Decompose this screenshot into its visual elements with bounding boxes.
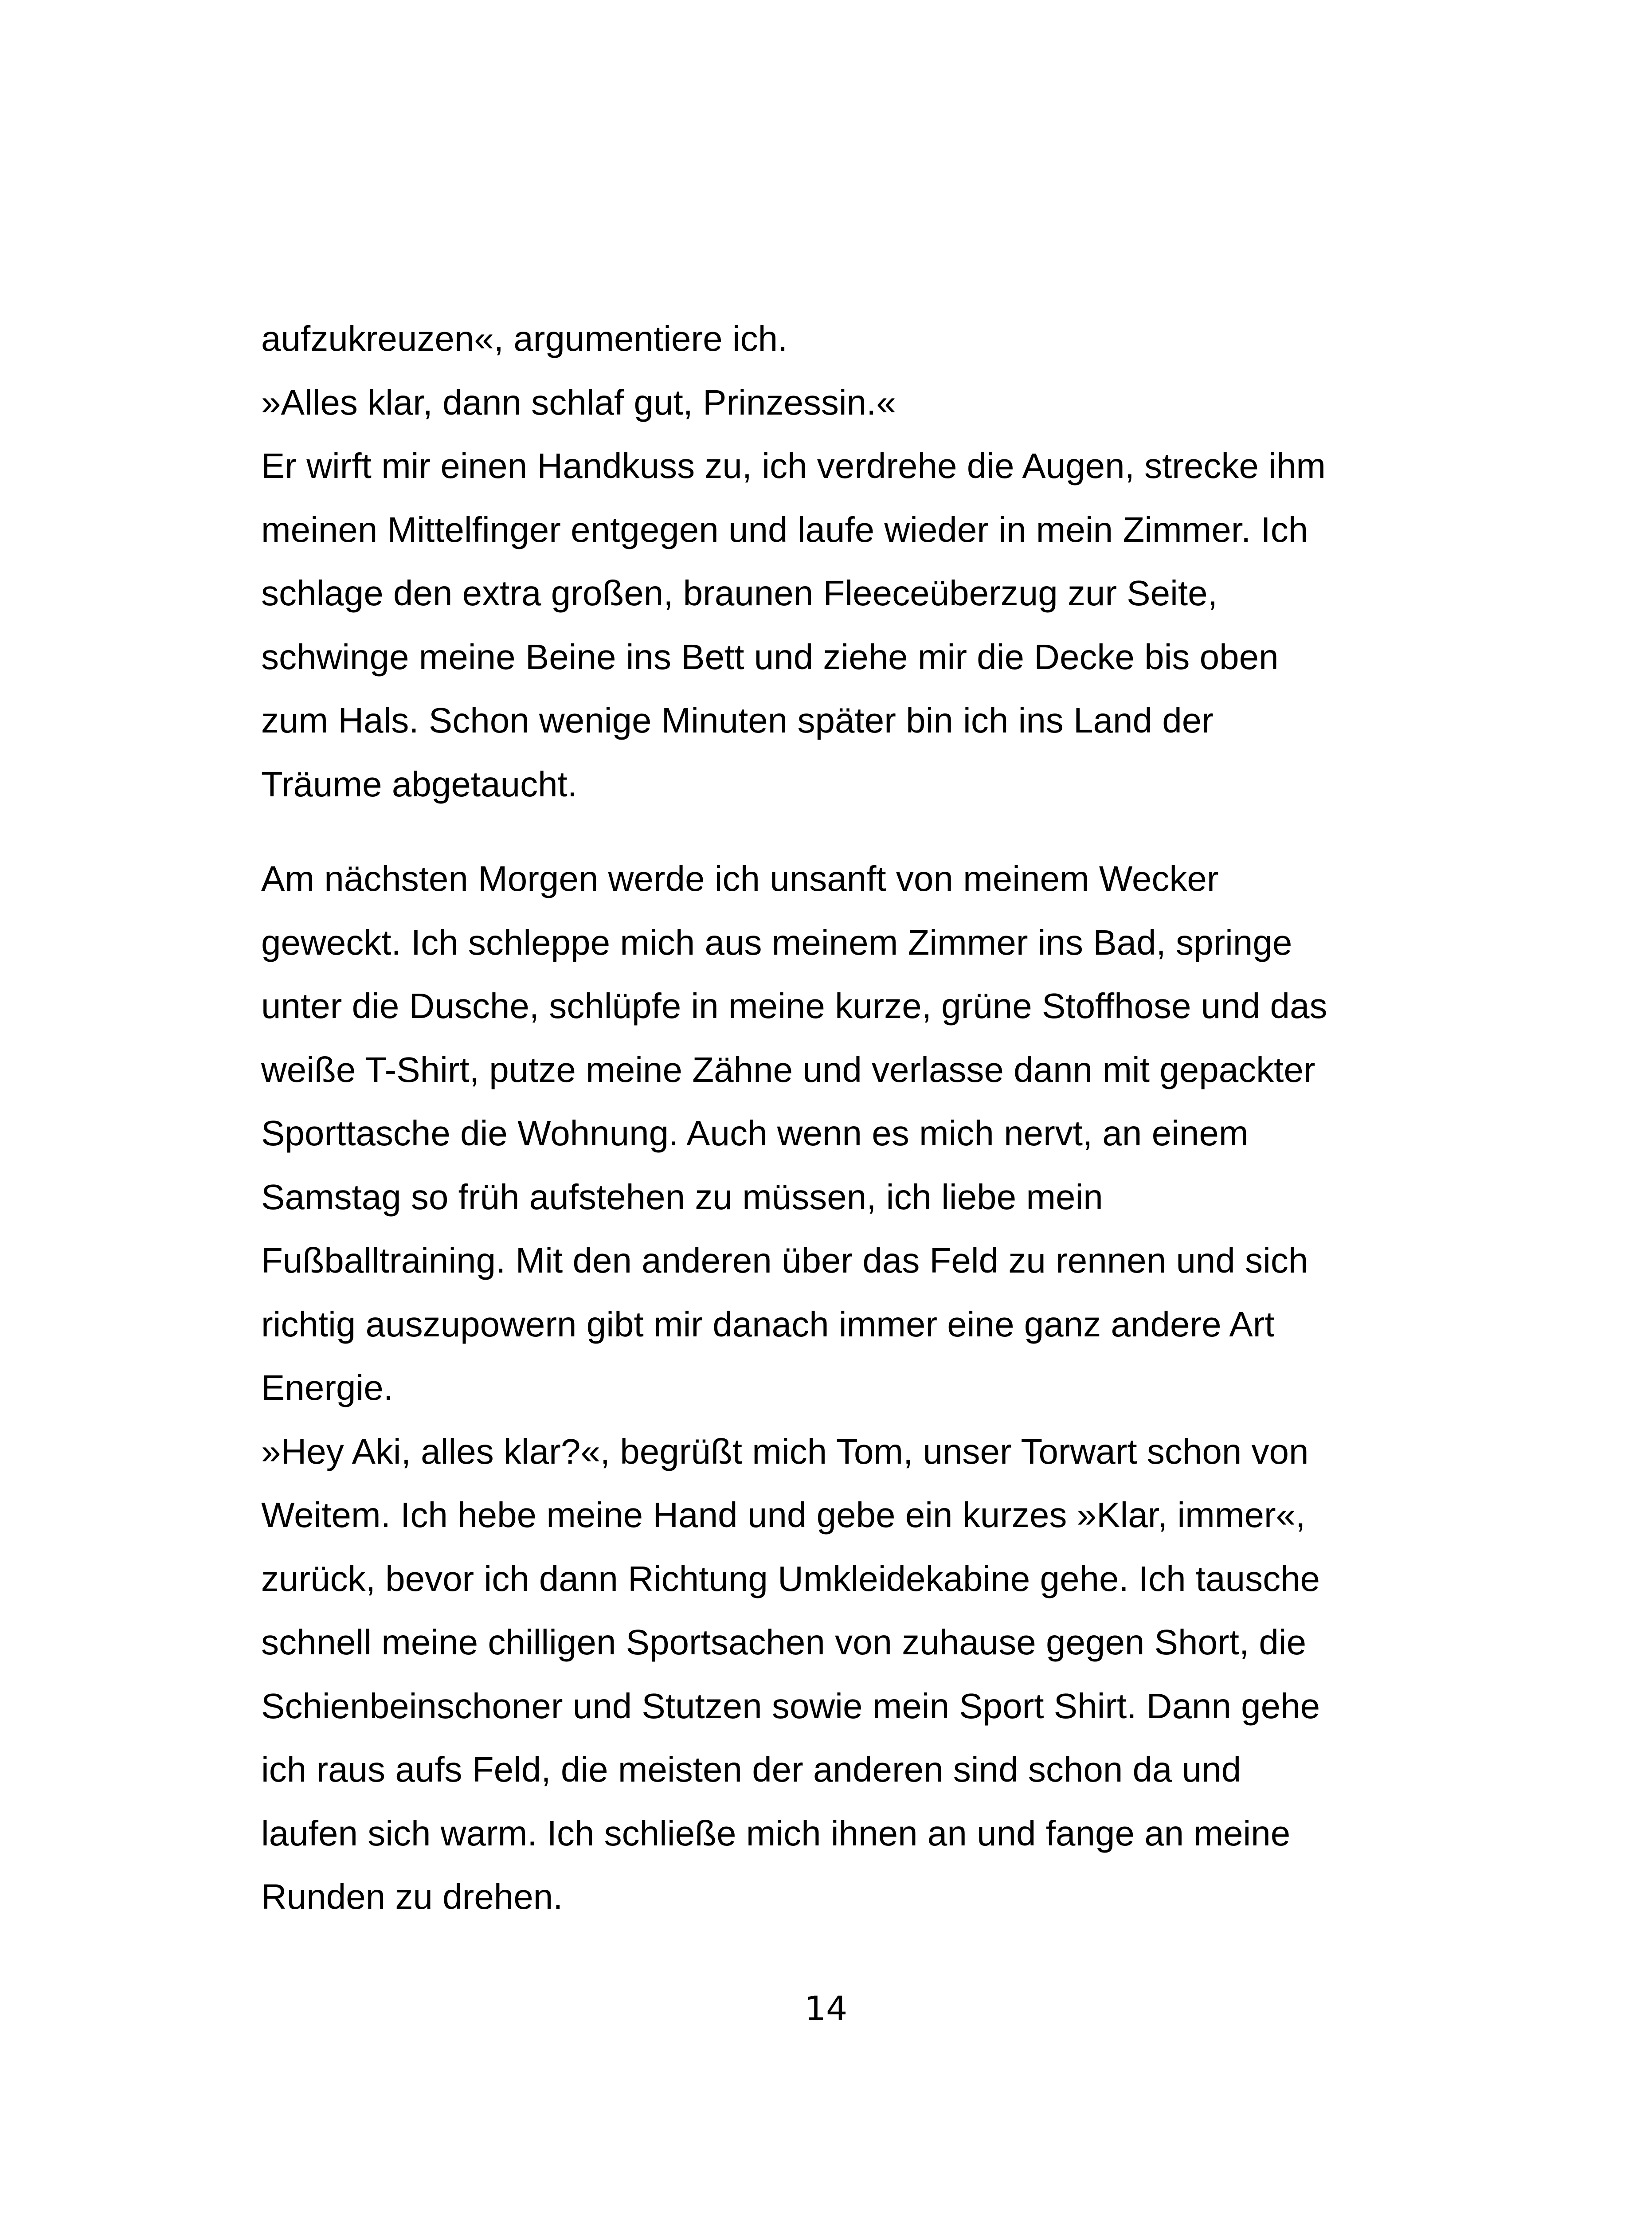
text-line: Fußballtraining. Mit den anderen über das Feld zu rennen und sich bbox=[261, 1241, 1308, 1280]
body-text bbox=[261, 307, 1396, 1929]
text-line: »Alles klar, dann schlaf gut, Prinzessin.« bbox=[261, 382, 896, 422]
text-line: schlage den extra großen, braunen Fleeceüberzug zur Seite, bbox=[261, 573, 1217, 613]
text-line: zurück, bevor ich dann Richtung Umkleidekabine gehe. Ich tausche bbox=[261, 1559, 1320, 1598]
text-line: meinen Mittelfinger entgegen und laufe wieder in mein Zimmer. Ich bbox=[261, 509, 1308, 549]
paragraph-2 bbox=[261, 847, 1396, 1929]
text-line: Runden zu drehen. bbox=[261, 1877, 563, 1916]
text-line: weiße T-Shirt, putze meine Zähne und verlasse dann mit gepackter bbox=[261, 1050, 1315, 1089]
text-line: richtig auszupowern gibt mir danach immer eine ganz andere Art bbox=[261, 1304, 1275, 1344]
text-line: »Hey Aki, alles klar?«, begrüßt mich Tom, unser Torwart schon von bbox=[261, 1431, 1309, 1471]
paragraph-1 bbox=[261, 307, 1396, 816]
text-line: Sporttasche die Wohnung. Auch wenn es mich nervt, an einem bbox=[261, 1113, 1249, 1153]
text-line: Schienbeinschoner und Stutzen sowie mein Sport Shirt. Dann gehe bbox=[261, 1686, 1320, 1726]
text-line: Samstag so früh aufstehen zu müssen, ich liebe mein bbox=[261, 1177, 1103, 1217]
text-line: Träume abgetaucht. bbox=[261, 764, 578, 804]
page-number: 14 bbox=[804, 1989, 848, 2028]
text-line: Er wirft mir einen Handkuss zu, ich verdrehe die Augen, strecke ihm bbox=[261, 446, 1326, 486]
text-line: schwinge meine Beine ins Bett und ziehe mir die Decke bis oben bbox=[261, 637, 1279, 677]
text-line: Weitem. Ich hebe meine Hand und gebe ein kurzes »Klar, immer«, bbox=[261, 1495, 1306, 1535]
text-line: geweckt. Ich schleppe mich aus meinem Zimmer ins Bad, springe bbox=[261, 922, 1292, 962]
text-line: ich raus aufs Feld, die meisten der anderen sind schon da und bbox=[261, 1750, 1241, 1789]
text-line: unter die Dusche, schlüpfe in meine kurze, grüne Stoffhose und das bbox=[261, 986, 1327, 1026]
text-line: schnell meine chilligen Sportsachen von zuhause gegen Short, die bbox=[261, 1622, 1307, 1662]
paragraph-spacing bbox=[261, 816, 1396, 847]
text-line: zum Hals. Schon wenige Minuten später bin ich ins Land der bbox=[261, 701, 1214, 740]
text-line: Am nächsten Morgen werde ich unsanft von meinem Wecker bbox=[261, 859, 1219, 898]
text-line: laufen sich warm. Ich schließe mich ihnen an und fange an meine bbox=[261, 1813, 1291, 1853]
text-line: Energie. bbox=[261, 1368, 393, 1407]
text-line: aufzukreuzen«, argumentiere ich. bbox=[261, 319, 788, 358]
